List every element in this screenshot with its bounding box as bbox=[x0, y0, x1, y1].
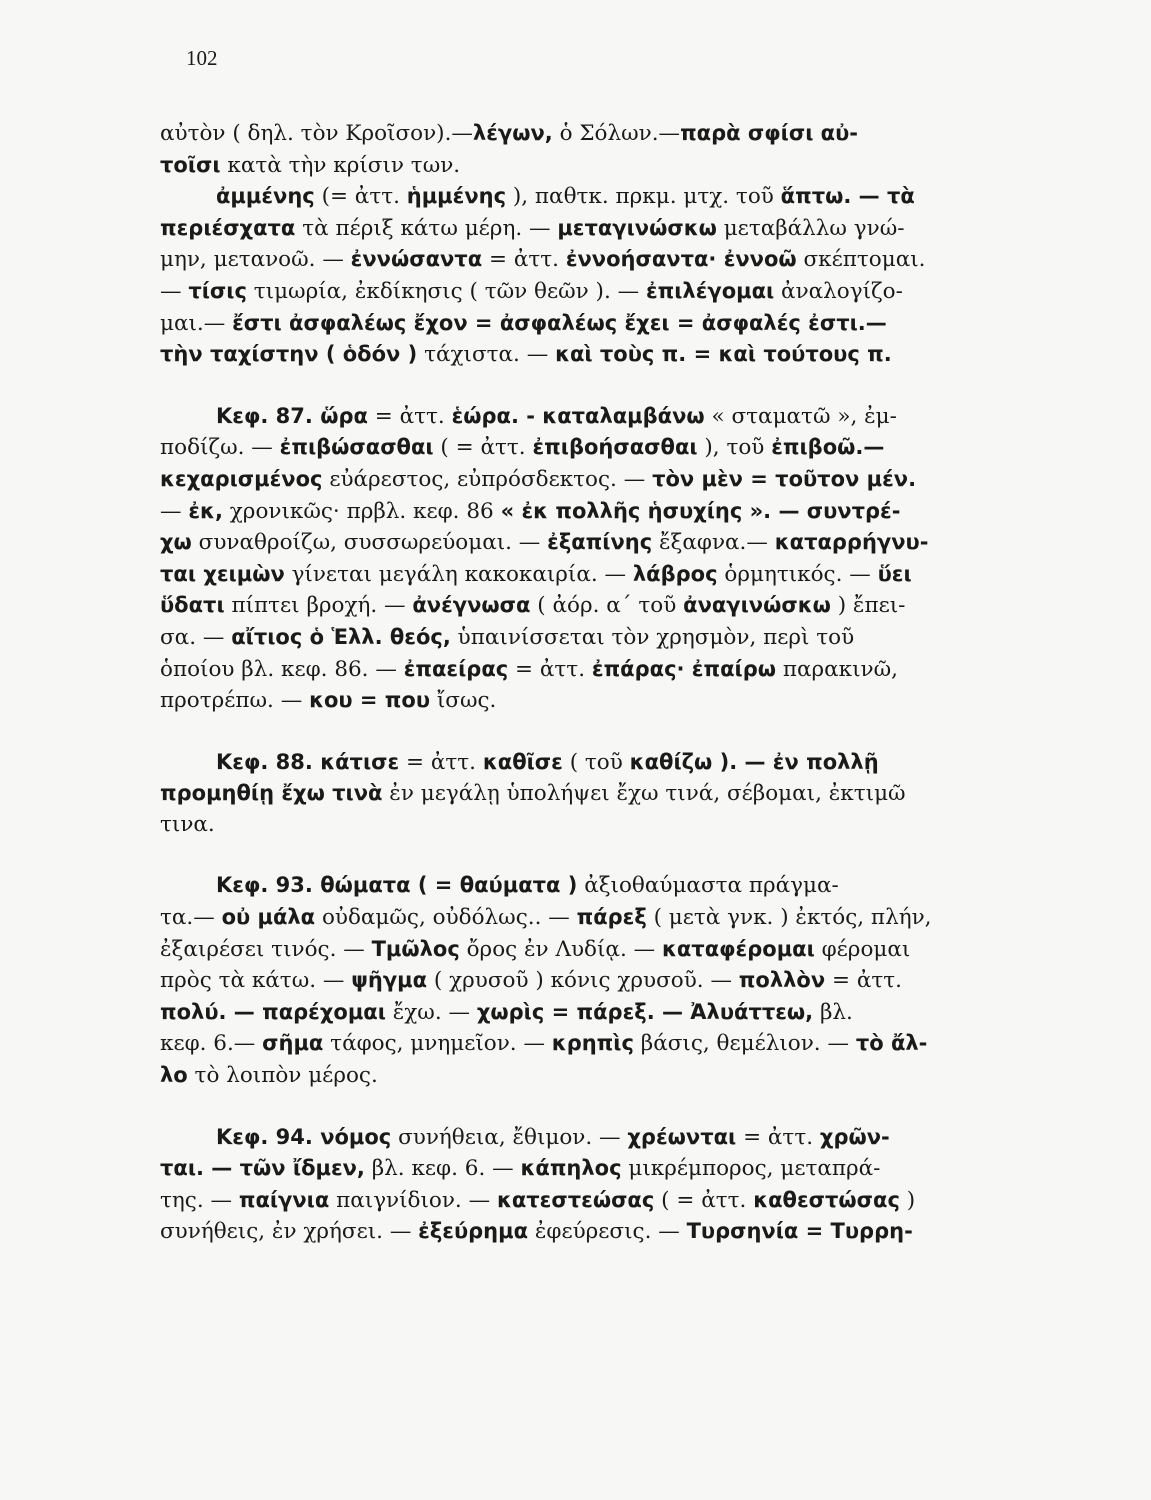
text-line: περιέσχατα τὰ πέριξ κάτω μέρη. — μεταγινώσκω μεταβάλλω γνώ- bbox=[160, 215, 905, 241]
text-line: χω συναθροίζω, συσσωρεύομαι. — ἐξαπίνης ἔξαφνα.— καταρρήγνυ- bbox=[160, 530, 929, 556]
text-line: προτρέπω. — κου = που ἴσως. bbox=[160, 688, 497, 714]
text-line: Κεφ. 93. θώματα ( = θαύματα ) ἀξιοθαύμαστα πράγμα- bbox=[216, 873, 839, 899]
text-line: σα. — αἴτιος ὁ Ἑλλ. θεός, ὑπαινίσσεται τὸν χρησμὸν, περὶ τοῦ bbox=[160, 624, 855, 650]
text-line: προμηθίῃ ἔχω τινὰ ἐν μεγάλῃ ὑπολήψει ἔχω τινά, σέβομαι, ἐκτιμῶ bbox=[160, 781, 906, 807]
text-line: ὁποίου βλ. κεφ. 86. — ἐπαείρας = ἀττ. ἐπάρας· ἐπαίρω παρακινῶ, bbox=[160, 656, 898, 682]
paragraph-chapter-94 bbox=[160, 1122, 1095, 1248]
text-line: Κεφ. 87. ὥρα = ἀττ. ἑώρα. - καταλαμβάνω « σταματῶ », ἐμ- bbox=[216, 403, 897, 429]
text-line: κεφ. 6.— σῆμα τάφος, μνημεῖον. — κρηπὶς βάσις, θεμέλιον. — τὸ ἄλ- bbox=[160, 1031, 928, 1057]
text-line: Κεφ. 88. κάτισε = ἀττ. καθῖσε ( τοῦ καθίζω ). — ἐν πολλῇ bbox=[216, 749, 879, 775]
text-line: τὴν ταχίστην ( ὁδόν ) τάχιστα. — καὶ τοὺς π. = καὶ τούτους π. bbox=[160, 342, 892, 368]
page-number: 102 bbox=[186, 46, 218, 70]
text-line: ποδίζω. — ἐπιβώσασθαι ( = ἀττ. ἐπιβοήσασθαι ), τοῦ ἐπιβοῶ.— bbox=[160, 435, 885, 461]
text-line: λο τὸ λοιπὸν μέρος. bbox=[160, 1063, 378, 1089]
text-line: Κεφ. 94. νόμος συνήθεια, ἔθιμον. — χρέωνται = ἀττ. χρῶν- bbox=[216, 1124, 890, 1150]
text-line: ται χειμὼν γίνεται μεγάλη κακοκαιρία. — λάβρος ὁρμητικός. — ὕει bbox=[160, 561, 912, 587]
text-line: κεχαρισμένος εὐάρεστος, εὐπρόσδεκτος. — τὸν μὲν = τοῦτον μέν. bbox=[160, 466, 917, 492]
page-body bbox=[160, 118, 1095, 1248]
text-line: ἐξαιρέσει τινός. — Τμῶλος ὄρος ἐν Λυδίᾳ. — καταφέρομαι φέρομαι bbox=[160, 936, 911, 962]
text-line: αὐτὸν ( δηλ. τὸν Κροῖσον).—λέγων, ὁ Σόλων.—παρὰ σφίσι αὐ- bbox=[160, 121, 859, 146]
text-line: ὕδατι πίπτει βροχή. — ἀνέγνωσα ( ἀόρ. α΄ τοῦ ἀναγινώσκω ) ἔπει- bbox=[160, 593, 906, 619]
text-line: συνήθεις, ἐν χρήσει. — ἐξεύρημα ἐφεύρεσις. — Τυρσηνία = Τυρρη- bbox=[160, 1219, 913, 1245]
text-line: τοῖσι κατὰ τὴν κρίσιν των. bbox=[160, 152, 461, 178]
text-line: τα.— οὐ μάλα οὐδαμῶς, οὐδόλως.. — πάρεξ ( μετὰ γνκ. ) ἐκτός, πλήν, bbox=[160, 905, 932, 931]
text-line: της. — παίγνια παιγνίδιον. — κατεστεώσας ( = ἀττ. καθεστώσας ) bbox=[160, 1187, 916, 1213]
paragraph-chapter-87 bbox=[160, 401, 1095, 717]
text-line: ται. — τῶν ἴδμεν, βλ. κεφ. 6. — κάπηλος μικρέμπορος, μεταπρά- bbox=[160, 1156, 881, 1182]
text-line: ἀμμένης (= ἀττ. ἡμμένης ), παθτκ. πρκμ. μτχ. τοῦ ἅπτω. — τὰ bbox=[216, 184, 915, 210]
text-line: — ἐκ, χρονικῶς· πρβλ. κεφ. 86 « ἐκ πολλῆς ἡσυχίης ». — συντρέ- bbox=[160, 498, 901, 524]
text-line: μην, μετανοῶ. — ἐννώσαντα = ἀττ. ἐννοήσαντα· ἐννοῶ σκέπτομαι. bbox=[160, 247, 926, 273]
text-line: — τίσις τιμωρία, ἐκδίκησις ( τῶν θεῶν ). — ἐπιλέγομαι ἀναλογίζο- bbox=[160, 278, 903, 304]
paragraph-chapter-88 bbox=[160, 747, 1095, 841]
text-line: μαι.— ἔστι ἀσφαλέως ἔχον = ἀσφαλέως ἔχει = ἀσφαλές ἐστι.— bbox=[160, 310, 887, 336]
text-line: πολύ. — παρέχομαι ἔχω. — χωρὶς = πάρεξ. — Ἀλυάττεω, βλ. bbox=[160, 999, 853, 1025]
text-line: πρὸς τὰ κάτω. — ψῆγμα ( χρυσοῦ ) κόνις χρυσοῦ. — πολλὸν = ἀττ. bbox=[160, 968, 902, 994]
text-line: τινα. bbox=[160, 811, 215, 837]
paragraph-intro bbox=[160, 118, 1095, 371]
paragraph-chapter-93 bbox=[160, 870, 1095, 1091]
